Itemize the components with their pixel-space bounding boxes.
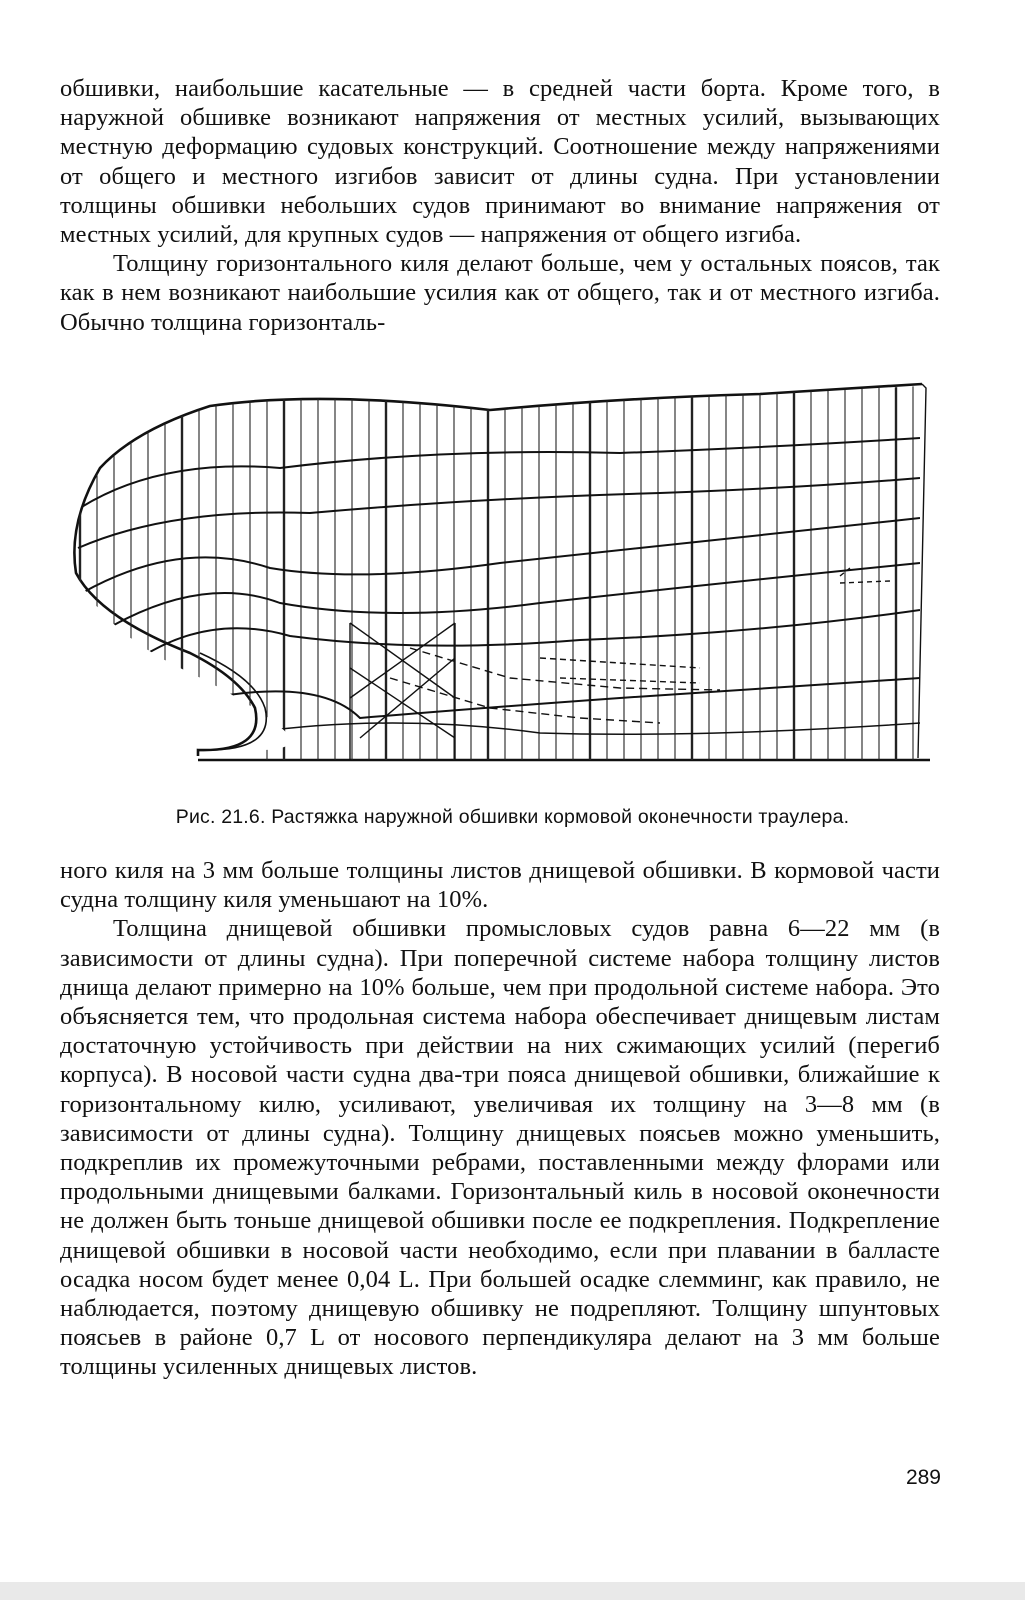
paragraph: обшивки, наибольшие касательные — в средней части борта. Кроме того, в наружной обшивке возникают напряжения от местных усилий, вызывающих местную деформацию судовых конструкций. Соотношение между напряжениями от общего и местного изгибов зависит от длины судна. При установлении толщины обшивки небольших судов принимают во внимание напряжения от местных усилий, для крупных судов — напряжения от общего изгиба.: [60, 75, 940, 249]
text-block-top: [60, 74, 940, 337]
text-block-bottom: [60, 856, 940, 1382]
paragraph: Толщина днищевой обшивки промысловых судов равна 6—22 мм (в зависимости от длины судна). При поперечной системе набора толщину листов днища делают примерно на 10% больше, чем при продольной системе набора. Это объясняется тем, что продольная система набора обеспечивает днищевым листам достаточную устойчивость при действии на них сжимающих усилий (перегиб корпуса). В носовой части судна два-три пояса днищевой обшивки, ближайшие к горизонтальному килю, усиливают, увеличивая их толщину на 3—8 мм (в зависимости от длины судна). Толщину днищевых поясьев можно уменьшить, подкреплив их промежуточными ребрами, поставленными между флорами или продольными днищевыми балками. Горизонтальный киль в носовой оконечности не должен быть тоньше днищевой обшивки после ее подкрепления. Подкрепление днищевой обшивки в носовой части необходимо, если при плавании в балласте осадка носом будет менее 0,04 L. При большей осадке слемминг, как правило, не наблюдается, поэтому днищевую обшивку не подрепляют. Толщину шпунтовых поясьев в районе 0,7 L от носового перпендикуляра делают на 3 мм больше толщины усиленных днищевых листов.: [60, 915, 940, 1381]
paragraph: ного киля на 3 мм больше толщины листов днищевой обшивки. В кормовой части судна толщину киля уменьшают на 10%.: [60, 857, 940, 914]
scan-edge: [0, 1582, 1025, 1600]
hull-plating-expansion-drawing: [60, 378, 940, 778]
frame-lines: [80, 378, 913, 760]
stern-frame-bracing: [350, 568, 890, 760]
hull-drawing-svg: [60, 378, 940, 778]
page-number: 289: [905, 1466, 941, 1489]
hull-outline: [74, 384, 930, 760]
figure-caption: Рис. 21.6. Растяжка наружной обшивки кормовой оконечности траулера.: [175, 806, 850, 828]
paragraph: Толщину горизонтального киля делают больше, чем у остальных поясов, так как в нем возникают наибольшие усилия как от общего, так и от местного изгиба. Обычно толщина горизонталь-: [60, 250, 940, 336]
